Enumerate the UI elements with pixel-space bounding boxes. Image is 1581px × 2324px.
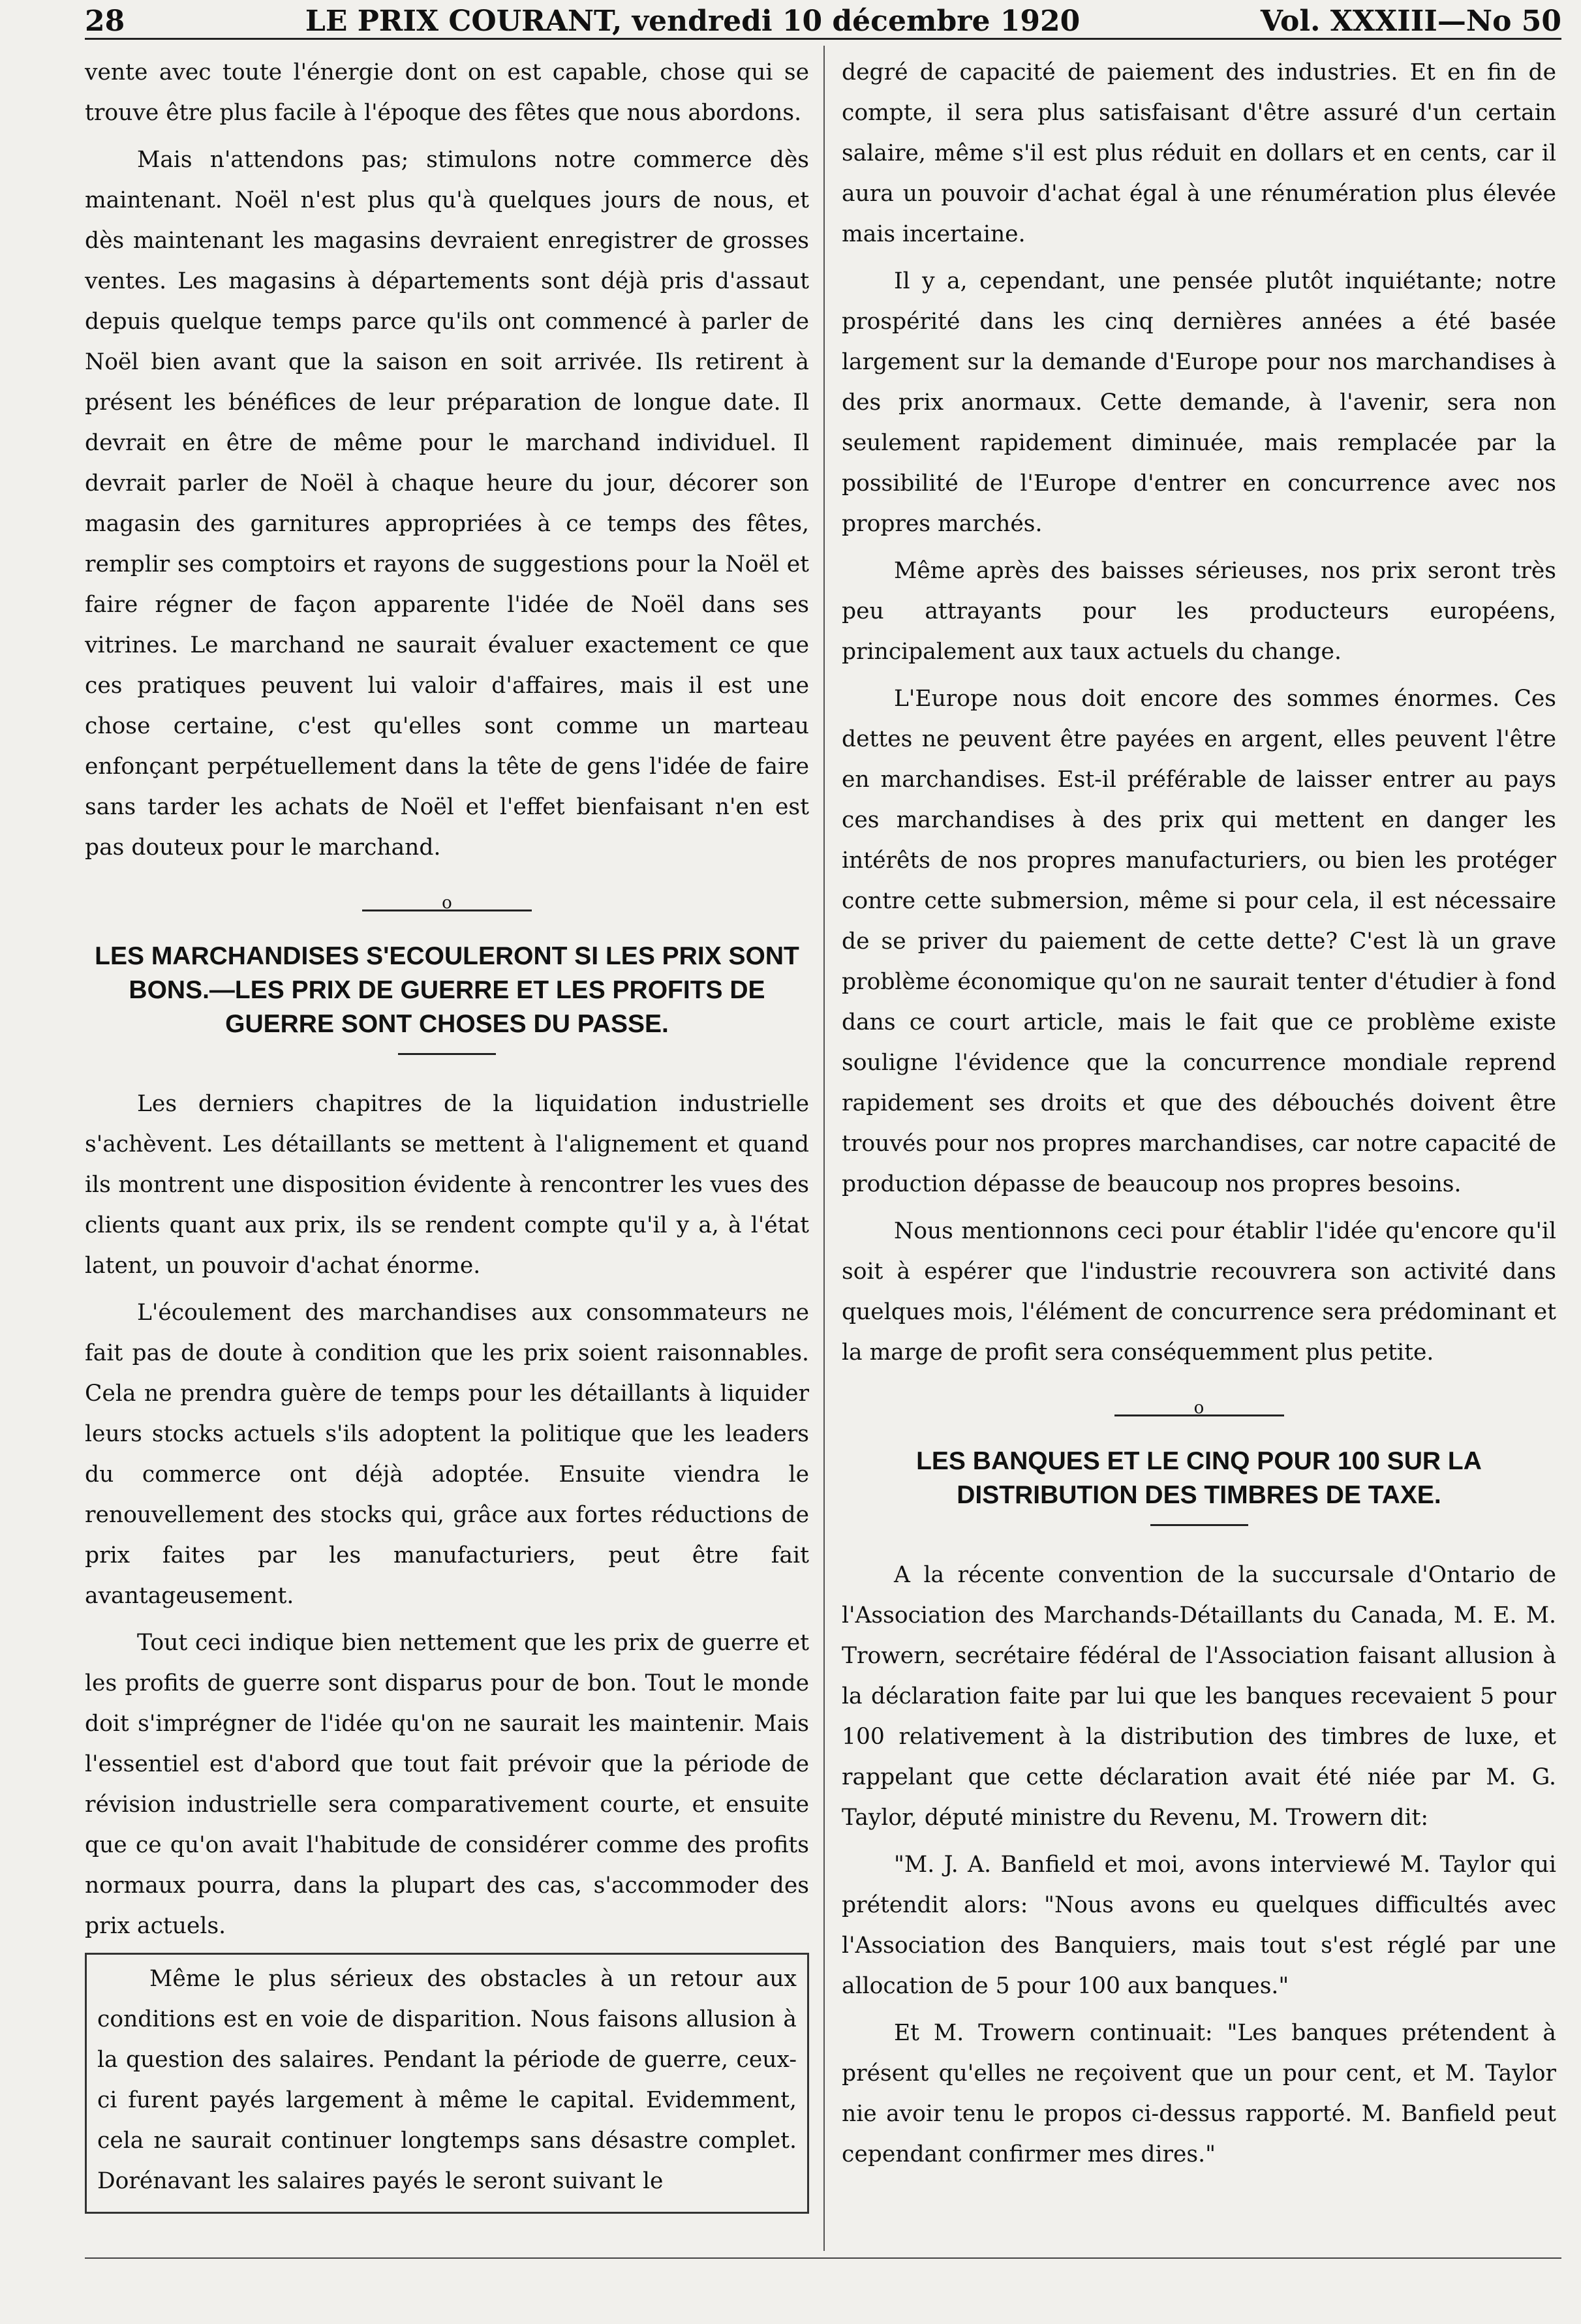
article-headline: LES MARCHANDISES S'ECOULERONT SI LES PRIX SONT BONS.—LES PRIX DE GUERRE ET LES PROFITS DE GUERRE SONT CHOSES DU PASSE. — [95, 942, 799, 1038]
column-divider — [823, 46, 825, 2251]
paragraph: Et M. Trowern continuait: "Les banques prétendent à présent qu'elles ne reçoivent que un pour cent, et M. Taylor nie avoir tenu le propos ci-dessus rapporté. M. Banfield peut cependant confirmer mes dires." — [842, 2020, 1556, 2167]
headline-rule — [398, 1053, 496, 1055]
paragraph: Tout ceci indique bien nettement que les prix de guerre et les profits de guerre sont disparus pour de bon. Tout le monde doit s'imprégner de l'idée qu'on ne saurait les maintenir. Mais l'essentiel est d'abord que tout fait prévoir que la période de révision industrielle sera comparativement courte, et ensuite que ce qu'on avait l'habitude de considérer comme des profits normaux pourra, dans la plupart des cas, s'accommoder des prix actuels. — [85, 1630, 809, 1939]
page-header — [85, 4, 1561, 40]
paragraph: Les derniers chapitres de la liquidation industrielle s'achèvent. Les détaillants se mettent à l'alignement et quand ils montrent une disposition évidente à rencontrer les vues des clients quant aux prix, ils se rendent compte qu'il y a, à l'état latent, un pouvoir d'achat énorme. — [85, 1091, 809, 1279]
paragraph: Il y a, cependant, une pensée plutôt inquiétante; notre prospérité dans les cinq dernières années a été basée largement sur la demande d'Europe pour nos marchandises à des prix anormaux. Cette demande, à l'avenir, sera non seulement rapidement diminuée, mais remplacée par la possibilité de l'Europe d'entrer en concurrence avec nos propres marchés. — [842, 268, 1556, 537]
paragraph: L'écoulement des marchandises aux consommateurs ne fait pas de doute à condition que les prix soient raisonnables. Cela ne prendra guère de temps pour les détaillants à liquider leurs stocks actuels s'ils adoptent la politique que les leaders du commerce ont déjà adoptée. Ensuite viendra le renouvellement des stocks qui, grâce aux fortes réductions de prix faites par les manufacturiers, peut être fait avantageusement. — [85, 1300, 809, 1609]
boxed-paragraph — [85, 1953, 809, 2214]
left-column — [85, 52, 809, 2214]
section-separator: o — [842, 1386, 1556, 1426]
right-column — [842, 52, 1556, 2181]
paragraph: Nous mentionnons ceci pour établir l'idée qu'encore qu'il soit à espérer que l'industrie recouvrera son activité dans quelques mois, l'élément de concurrence sera prédominant et la marge de profit sera conséquemment plus petite. — [842, 1218, 1556, 1366]
publication-title: LE PRIX COURANT, vendredi 10 décembre 1920 — [305, 4, 1081, 38]
section-separator: o — [85, 881, 809, 921]
paragraph: "M. J. A. Banfield et moi, avons interviewé M. Taylor qui prétendit alors: "Nous avons eu quelques difficultés avec l'Association des Banquiers, mais tout s'est réglé par une allocation de 5 pour 100 aux banques." — [842, 1852, 1556, 1999]
headline-rule — [1150, 1524, 1248, 1526]
page-number: 28 — [85, 4, 125, 38]
paragraph: Même après des baisses sérieuses, nos prix seront très peu attrayants pour les producteurs européens, principalement aux taux actuels du change. — [842, 558, 1556, 665]
paragraph: vente avec toute l'énergie dont on est capable, chose qui se trouve être plus facile à l'époque des fêtes que nous abordons. — [85, 59, 809, 126]
paragraph: degré de capacité de paiement des industries. Et en fin de compte, il sera plus satisfaisant d'être assuré d'un certain salaire, même s'il est plus réduit en dollars et en cents, car il aura un pouvoir d'achat égal à une rénumération plus élevée mais incertaine. — [842, 59, 1556, 247]
bottom-rule — [85, 2257, 1561, 2259]
volume-number: Vol. XXXIII—No 50 — [1260, 4, 1561, 38]
paragraph: Même le plus sérieux des obstacles à un retour aux conditions est en voie de disparition. Nous faisons allusion à la question des salaires. Pendant la période de guerre, ceux-ci furent payés largement à même le capital. Evidemment, cela ne saurait continuer longtemps sans désastre complet. Dorénavant les salaires payés le seront suivant le — [97, 1966, 797, 2194]
paragraph: L'Europe nous doit encore des sommes énormes. Ces dettes ne peuvent être payées en argent, elles peuvent l'être en marchandises. Est-il préférable de laisser entrer au pays ces marchandises à des prix qui mettent en danger les intérêts de nos propres manufacturiers, ou bien les protéger contre cette submersion, même si pour cela, il est nécessaire de se priver du paiement de cette dette? C'est là un grave problème économique qu'on ne saurait tenter d'étudier à fond dans ce court article, mais le fait que ce problème existe souligne l'évidence que la concurrence mondiale reprend rapidement ses droits et que des débouchés doivent être trouvés pour nos propres marchandises, car notre capacité de production dépasse de beaucoup nos propres besoins. — [842, 686, 1556, 1197]
paragraph: Mais n'attendons pas; stimulons notre commerce dès maintenant. Noël n'est plus qu'à quelques jours de nous, et dès maintenant les magasins devraient enregistrer de grosses ventes. Les magasins à départements sont déjà pris d'assaut depuis quelque temps parce qu'ils ont commencé à parler de Noël bien avant que la saison en soit arrivée. Ils retirent à présent les bénéfices de leur préparation de longue date. Il devrait en être de même pour le marchand individuel. Il devrait parler de Noël à chaque heure du jour, décorer son magasin des garnitures appropriées à ce temps des fêtes, remplir ses comptoirs et rayons de suggestions pour la Noël et faire régner de façon apparente l'idée de Noël dans ses vitrines. Le marchand ne saurait évaluer exactement ce que ces pratiques peuvent lui valoir d'affaires, mais il est une chose certaine, c'est qu'elles sont comme un marteau enfonçant perpétuellement dans la tête de gens l'idée de faire sans tarder les achats de Noël et l'effet bienfaisant n'en est pas douteux pour le marchand. — [85, 147, 809, 861]
paragraph: A la récente convention de la succursale d'Ontario de l'Association des Marchands-Détaillants du Canada, M. E. M. Trowern, secrétaire fédéral de l'Association faisant allusion à la déclaration faite par lui que les banques recevaient 5 pour 100 relativement à la distribution des timbres de luxe, et rappelant que cette déclaration avait été niée par M. G. Taylor, député ministre du Revenu, M. Trowern dit: — [842, 1562, 1556, 1831]
article-headline: LES BANQUES ET LE CINQ POUR 100 SUR LA DISTRIBUTION DES TIMBRES DE TAXE. — [916, 1447, 1482, 1509]
